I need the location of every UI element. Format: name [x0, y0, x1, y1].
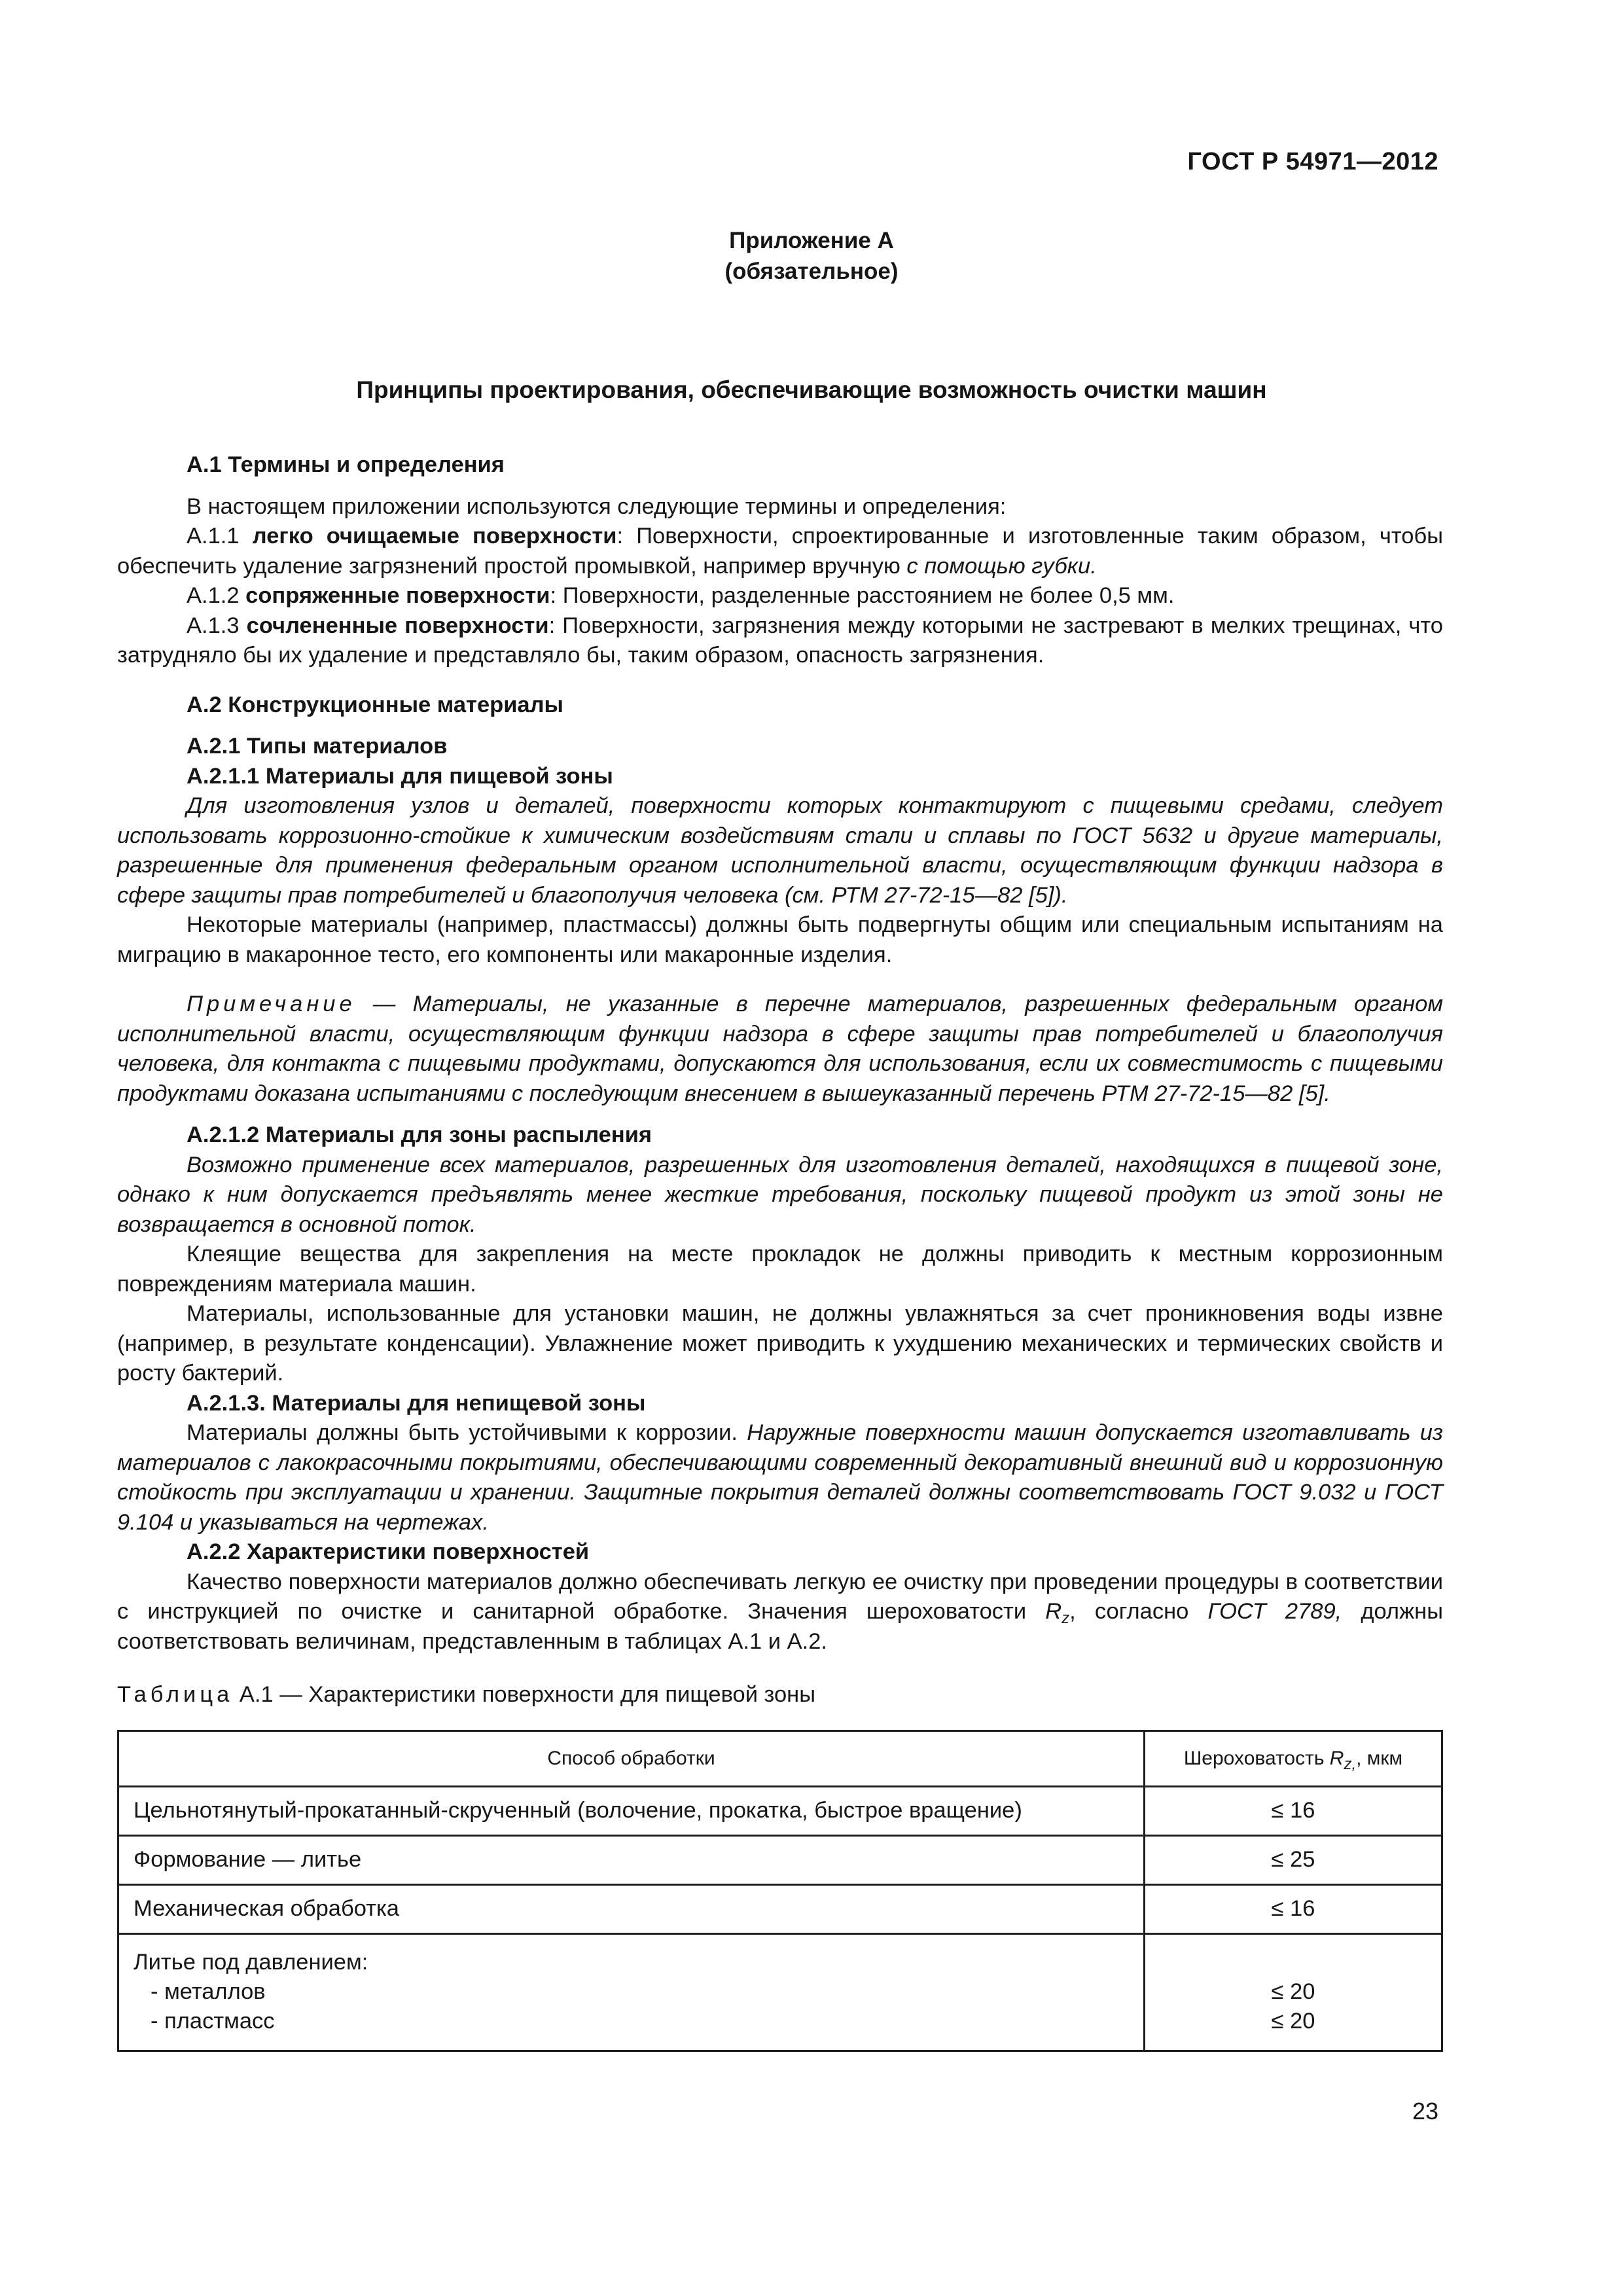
column-header-method: Способ обработки — [118, 1731, 1145, 1786]
term-definition: : Поверхности, спроектированные и изготовленные таким образом, чтобы обеспечить удаление загрязнений простой промывкой, например вручную — [117, 524, 1444, 579]
cell-line: ≤ 20 — [1271, 1979, 1315, 2004]
header-unit: , мкм — [1356, 1748, 1403, 1769]
table-caption — [117, 1680, 1443, 1710]
term-number: А.1.1 — [187, 524, 253, 548]
table-row — [118, 1884, 1442, 1933]
column-header-roughness — [1145, 1731, 1442, 1786]
term-name: сопряженные поверхности — [245, 583, 550, 608]
subsection-heading-a2-1-2: А.2.1.2 Материалы для зоны распыления — [187, 1122, 652, 1147]
note-text: — Материалы, не указанные в перечне материалов, разрешенных федеральным органом исполнительной власти, осуществляющим функции надзора в сфере защиты прав потребителей и благополучия человека, для контакта с пищевыми продуктами, допускаются для использования, если их совместимость с пищевыми продуктами доказана испытаниями с последующим внесением в вышеуказанный перечень РТМ 27-72-15—82 [5]. — [117, 992, 1443, 1106]
subsection-heading-a2-2: А.2.2 Характеристики поверхностей — [187, 1539, 590, 1564]
paragraph-text-italic: Наружные поверхности машин допускается изготавливать из материалов с лакокрасочными покрытиями, обеспечивающими современный декоративный внешний вид и коррозионную стойкость при эксплуатации и хранении. Защитные покрытия деталей должны соответствовать ГОСТ 9.032 и ГОСТ 9.104 и указываться на чертежах. — [117, 1420, 1444, 1535]
header-text: Шероховатость — [1183, 1748, 1330, 1769]
annex-heading — [0, 225, 1623, 287]
table-row — [118, 1786, 1442, 1835]
paragraph-text: должны соответствовать величинам, представленным в таблицах А.1 и А.2. — [117, 1599, 1443, 1654]
table-caption-label: Таблица — [117, 1682, 234, 1707]
note — [117, 990, 1443, 1109]
roughness-r: R — [1045, 1599, 1062, 1624]
term-definition: : Поверхности, загрязнения между которыми не застревают в мелких трещинах, что затрудняло бы их удаление и представляло бы, таким образом, опасность загрязнения. — [117, 613, 1443, 668]
roughness-r: R — [1329, 1748, 1344, 1769]
paragraph-a2-1-1-italic: Для изготовления узлов и деталей, поверхности которых контактируют с пищевыми средами, следует использовать коррозионно-стойкие к химическим воздействиям стали и сплавы по ГОСТ 5632 и другие материалы, разрешенные для применения федеральным органом исполнительной власти, осуществляющим функции надзора в сфере защиты прав потребителей и благополучия человека (см. РТМ 27-72-15—82 [5]). — [117, 793, 1443, 908]
paragraph-a1-intro: В настоящем приложении используются следующие термины и определения: — [187, 493, 1007, 519]
table-row — [118, 1835, 1442, 1884]
table-cell-method — [118, 1933, 1145, 2051]
roughness-z: z — [1061, 1609, 1070, 1627]
document-body — [117, 450, 1443, 2052]
term-definition: : Поверхности, разделенные расстоянием не более 0,5 мм. — [550, 583, 1175, 608]
subsection-heading-a2-1: А.2.1 Типы материалов — [187, 734, 448, 759]
table-caption-text: А.1 — Характеристики поверхности для пищевой зоны — [233, 1682, 816, 1707]
paragraph-text: Материалы должны быть устойчивыми к коррозии. — [187, 1420, 747, 1445]
surface-characteristics-table — [117, 1730, 1443, 2052]
paragraph-a2-1-1: Некоторые материалы (например, пластмассы) должны быть подвергнуты общим или специальным испытаниям на миграцию в макаронное тесто, его компоненты или макаронные изделия. — [117, 912, 1443, 967]
page-number: 23 — [1412, 2098, 1438, 2125]
term-definition-italic: с помощью губки. — [906, 553, 1097, 579]
section-heading-a1: А.1 Термины и определения — [187, 452, 505, 477]
annex-status: (обязательное) — [724, 259, 899, 284]
table-cell-roughness: ≤ 16 — [1145, 1786, 1442, 1835]
paragraph-a2-1-2-b: Материалы, использованные для установки машин, не должны увлажняться за счет проникновения воды извне (например, в результате конденсации). Увлажнение может приводить к ухудшению механических и термических свойств и росту бактерий. — [117, 1301, 1443, 1386]
term-number: А.1.3 — [187, 613, 247, 638]
term-name: легко очищаемые поверхности — [252, 524, 617, 548]
paragraph-a2-1-2-italic: Возможно применение всех материалов, разрешенных для изготовления деталей, находящихся в пищевой зоне, однако к ним допускается предъявлять менее жесткие требования, поскольку пищевой продукт из этой зоны не возвращается в основной поток. — [117, 1152, 1443, 1237]
annex-label: Приложение А — [729, 228, 894, 253]
term-name: сочлененные поверхности — [246, 613, 549, 638]
term-number: А.1.2 — [187, 583, 246, 608]
paragraph-text: , согласно — [1069, 1599, 1208, 1624]
cell-line: ≤ 20 — [1271, 2009, 1315, 2034]
table-cell-roughness: ≤ 25 — [1145, 1835, 1442, 1884]
table-header-row — [118, 1731, 1442, 1786]
table-row — [118, 1933, 1442, 2051]
table-cell-method: Механическая обработка — [118, 1884, 1145, 1933]
paragraph-a2-1-3 — [117, 1418, 1443, 1537]
annex-title: Принципы проектирования, обеспечивающие возможность очистки машин — [356, 376, 1267, 403]
note-label: Примечание — [187, 992, 356, 1016]
term-a1-1 — [117, 522, 1443, 581]
table-cell-method: Формование — литье — [118, 1835, 1145, 1884]
table-cell-method: Цельнотянутый-прокатанный-скрученный (волочение, прокатка, быстрое вращение) — [118, 1786, 1145, 1835]
paragraph-a2-1-2-a: Клеящие вещества для закрепления на месте прокладок не должны приводить к местным коррозионным повреждениям материала машин. — [117, 1242, 1443, 1297]
term-a1-3 — [117, 611, 1443, 671]
cell-line: Литье под давлением: — [134, 1950, 368, 1975]
term-a1-2 — [117, 581, 1443, 611]
subsection-heading-a2-1-1: А.2.1.1 Материалы для пищевой зоны — [187, 763, 613, 789]
paragraph-a2-2 — [117, 1568, 1443, 1657]
paragraph-text: Качество поверхности материалов должно обеспечивать легкую ее очистку при проведении процедуры в соответствии с инструкцией по очистке и санитарной обработке. Значения шероховатости — [117, 1569, 1443, 1624]
standard-code: ГОСТ Р 54971—2012 — [1187, 148, 1438, 175]
gost-reference: ГОСТ 2789, — [1207, 1599, 1342, 1624]
table-cell-roughness: ≤ 16 — [1145, 1884, 1442, 1933]
roughness-z: z, — [1344, 1755, 1357, 1773]
subsection-heading-a2-1-3: А.2.1.3. Материалы для непищевой зоны — [187, 1390, 646, 1416]
roughness-symbol — [1329, 1748, 1357, 1773]
roughness-symbol — [1045, 1599, 1070, 1627]
cell-line: - металлов — [151, 1979, 266, 2004]
section-heading-a2: А.2 Конструкционные материалы — [187, 692, 563, 717]
table-cell-roughness — [1145, 1933, 1442, 2051]
cell-line: - пластмасс — [151, 2009, 275, 2034]
